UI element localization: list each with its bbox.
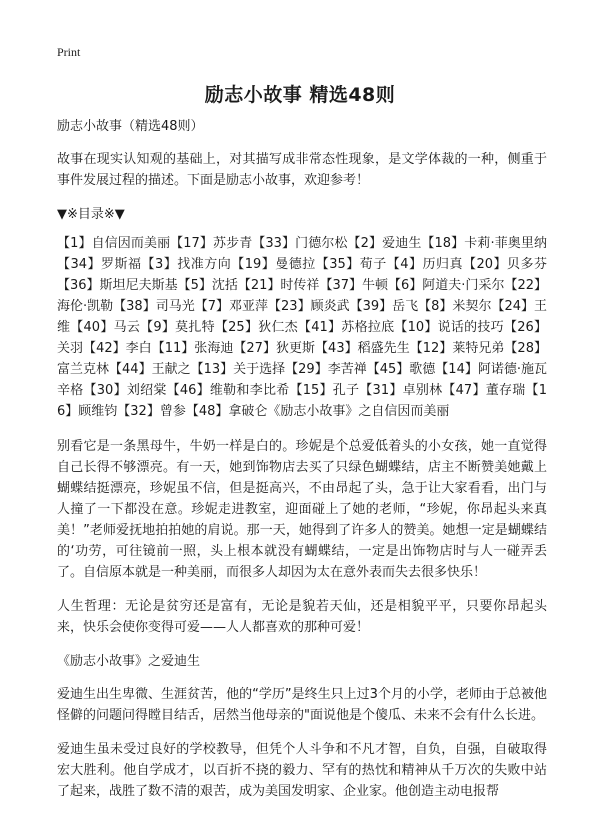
toc-heading: ▼※目录※▼ <box>57 207 125 222</box>
page-title: 励志小故事 精选48则 <box>204 84 396 106</box>
article-subtitle: 励志小故事（精选48则） <box>57 119 204 134</box>
print-link[interactable]: Print <box>57 45 81 59</box>
intro-paragraph: 故事在现实认知观的基础上，对其描写成非常态性现象，是文学体裁的一种，侧重于事件发展过程的描述。下面是励志小故事，欢迎参考！ <box>57 152 547 188</box>
edison-paragraph-2: 爱迪生虽未受过良好的学校教导，但凭个人斗争和不凡才智，自负，自强，自破取得宏大胜利。他自学成才，以百折不挠的毅力、罕有的热忱和精神从千万次的失败中站了起来，战胜了数不清的艰苦，成为美国发明家、企业家。他创造主动电报帮 <box>57 742 547 799</box>
story-paragraph: 别看它是一条黑母牛，牛奶一样是白的。珍妮是个总爱低着头的小女孩，她一直觉得自己长得不够漂亮。有一天，她到饰物店去买了只绿色蝴蝶结，店主不断赞美她戴上蝴蝶结挺漂亮，珍妮虽不信，但是挺高兴，不由昂起了头，急于让大家看看，出门与人撞了一下都没在意。珍妮走进教室，迎面碰上了她的老师，“珍妮，你昂起头来真美！”老师爱抚地拍拍她的肩说。那一天，她得到了许多人的赞美。她想一定是蝴蝶结的‘功劳，可往镜前一照，头上根本就没有蝴蝶结，一定是出饰物店时与人一碰弄丢了。自信原本就是一种美丽，而很多人却因为太在意外表而失去很多快乐！ <box>57 439 547 580</box>
article-body <box>57 116 547 815</box>
table-of-contents: 【1】自信因而美丽【17】苏步青【33】门德尔松【2】爱迪生【18】卡莉·菲奥里纳【34】罗斯福【3】找准方向【19】曼德拉【35】荀子【4】历归真【20】贝多芬【36】斯坦尼夫斯基【5】沈括【21】时传祥【37】牛顿【6】阿道夫·门采尔【22】海伦·凯勒【38】司马光【7】邓亚萍【23】顾炎武【39】岳飞【8】米契尔【24】王维【40】马云【9】莫扎特【25】狄仁杰【41】苏格拉底【10】说话的技巧【26】关羽【42】李白【11】张海迪【27】狄更斯【43】稻盛先生【12】莱特兄弟【28】富兰克林【44】王献之【13】关于选择【29】李苦禅【45】歌德【14】阿诺德·施瓦辛格【30】刘绍棠【46】维勒和李比希【15】孔子【31】卓别林【47】董存瑞【16】顾维钧【32】曾参【48】拿破仑《励志小故事》之自信因而美丽 <box>57 236 547 419</box>
section-title-edison: 《励志小故事》之爱迪生 <box>57 654 201 669</box>
edison-paragraph-1: 爱迪生出生卑微、生涯贫苦，他的“学历”是终生只上过3个月的小学，老师由于总被他怪僻的问题问得瞠目结舌，居然当他母亲的"面说他是个傻瓜、未来不会有什么长进。 <box>57 687 547 723</box>
life-philosophy-paragraph: 人生哲理：无论是贫穷还是富有，无论是貌若天仙，还是相貌平平，只要你昂起头来，快乐会使你变得可爱——人人都喜欢的那种可爱！ <box>57 599 547 635</box>
